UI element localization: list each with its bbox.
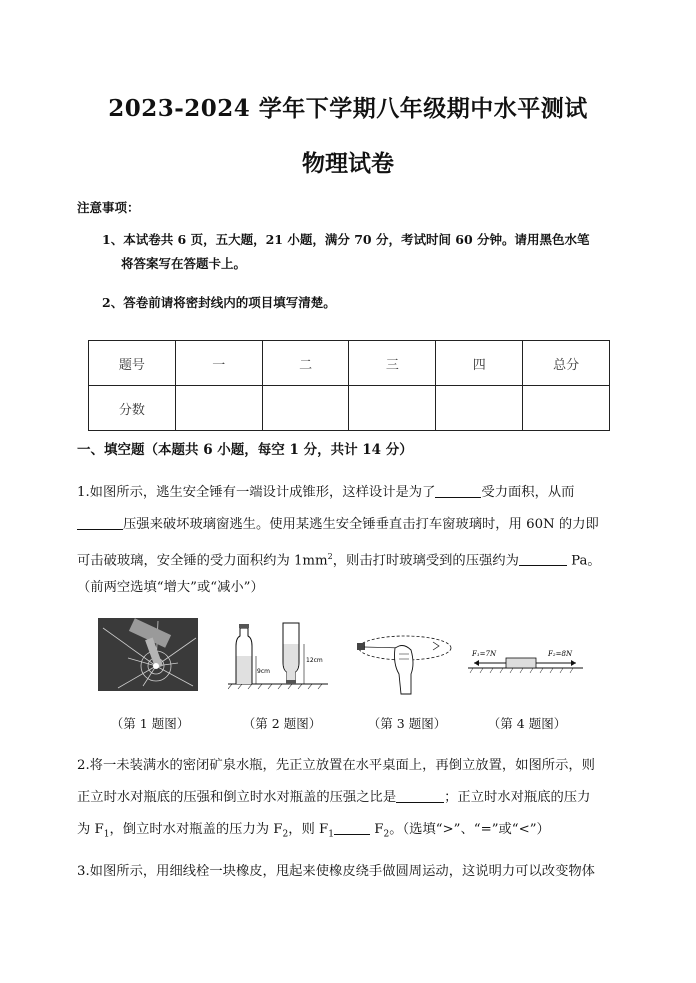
score-cell[interactable] <box>175 386 262 431</box>
figure-4-caption: （第 4 题图） <box>487 716 567 731</box>
q1-text: Pa。 <box>566 553 601 569</box>
score-table-row-label: 分数 <box>89 386 176 431</box>
figure-2-water-bottles <box>228 618 328 690</box>
q2-subscript: 1 <box>103 829 110 840</box>
fig2-height-1: 9cm <box>257 668 270 675</box>
q2-blank-2[interactable] <box>334 820 370 835</box>
score-cell[interactable] <box>262 386 349 431</box>
figure-1-caption: （第 1 题图） <box>110 716 190 731</box>
section-1-heading: 一、填空题（本题共 6 小题，每空 1 分，共计 14 分） <box>77 442 413 458</box>
score-table-col-total: 总分 <box>523 341 610 386</box>
score-table <box>88 340 610 431</box>
score-cell[interactable] <box>436 386 523 431</box>
q1-blank-2[interactable] <box>77 515 123 530</box>
q3-line-1: 3.如图所示，用细线栓一块橡皮，甩起来使橡皮绕手做圆周运动，这说明力可以改变物体 <box>77 864 595 879</box>
note-item-1-line-2: 将答案写在答题卡上。 <box>121 256 247 271</box>
q1-text: 1.如图所示，逃生安全锤有一端设计成锥形，这样设计是为了 <box>77 485 436 500</box>
figure-1-safety-hammer <box>98 618 198 691</box>
figure-2-caption: （第 2 题图） <box>242 716 322 731</box>
q2-line-1: 2.将一未装满水的密闭矿泉水瓶，先正立放置在水平桌面上，再倒立放置，如图所示，则 <box>77 758 595 773</box>
q2-text: 正立时水对瓶底的压强和倒立时水对瓶盖的压强之比是 <box>77 790 397 805</box>
q1-line-2 <box>77 509 637 541</box>
notes-heading: 注意事项： <box>77 200 140 215</box>
q2-text: 为 F <box>77 822 104 837</box>
figure-3-caption: （第 3 题图） <box>367 716 447 731</box>
q1-text: 压强来破坏玻璃窗逃生。使用某逃生安全锤垂直击打车窗玻璃时，用 60N 的力即 <box>123 517 599 532</box>
score-cell[interactable] <box>349 386 436 431</box>
fig4-force-2: F₂=8N <box>548 650 573 658</box>
q1-blank-1[interactable] <box>435 483 481 498</box>
score-table-col-3: 三 <box>349 341 436 386</box>
note-item-1-line-1: 1、本试卷共 6 页，五大题，21 小题，满分 70 分，考试时间 60 分钟。请用黑色水笔 <box>102 232 590 247</box>
q1-text: 可击破玻璃，安全锤的受力面积约为 1mm <box>77 553 328 569</box>
note-item-2: 2、答卷前请将密封线内的项目填写清楚。 <box>102 295 336 310</box>
fig2-height-2: 12cm <box>306 657 323 664</box>
q2-subscript: 2 <box>383 829 390 840</box>
q2-blank-1[interactable] <box>396 788 444 803</box>
score-table-col-4: 四 <box>436 341 523 386</box>
q1-superscript: 2 <box>327 552 333 561</box>
figure-3-spinning-eraser <box>355 624 455 696</box>
q2-text: F <box>370 822 384 837</box>
score-table-col-1: 一 <box>175 341 262 386</box>
figure-4-forces-on-block <box>468 636 583 676</box>
q2-text: ；正立时水对瓶底的压力 <box>444 790 591 805</box>
q1-text: 受力面积，从而 <box>481 485 575 500</box>
q1-line-4: （前两空选填“增大”或“减小”） <box>77 580 264 595</box>
score-table-header-label: 题号 <box>89 341 176 386</box>
q1-text: ，则击打时玻璃受到的压强约为 <box>332 553 519 569</box>
q2-subscript: 2 <box>282 829 289 840</box>
q1-line-1 <box>77 477 637 509</box>
q2-line-2 <box>77 782 657 814</box>
q2-text: ，则 F <box>288 822 329 837</box>
exam-title: 2023-2024 学年下学期八年级期中水平测试 <box>108 95 588 122</box>
score-table-col-2: 二 <box>262 341 349 386</box>
q1-blank-3[interactable] <box>519 551 567 566</box>
q2-line-3 <box>77 814 657 851</box>
q2-subscript: 1 <box>328 829 335 840</box>
fig4-force-1: F₁=7N <box>472 650 497 658</box>
q2-text: 。（选填“>”、“=”或“<”） <box>389 822 550 837</box>
exam-subtitle: 物理试卷 <box>302 150 394 177</box>
score-cell[interactable] <box>523 386 610 431</box>
q2-text: ，倒立时水对瓶盖的压力为 F <box>109 822 283 837</box>
